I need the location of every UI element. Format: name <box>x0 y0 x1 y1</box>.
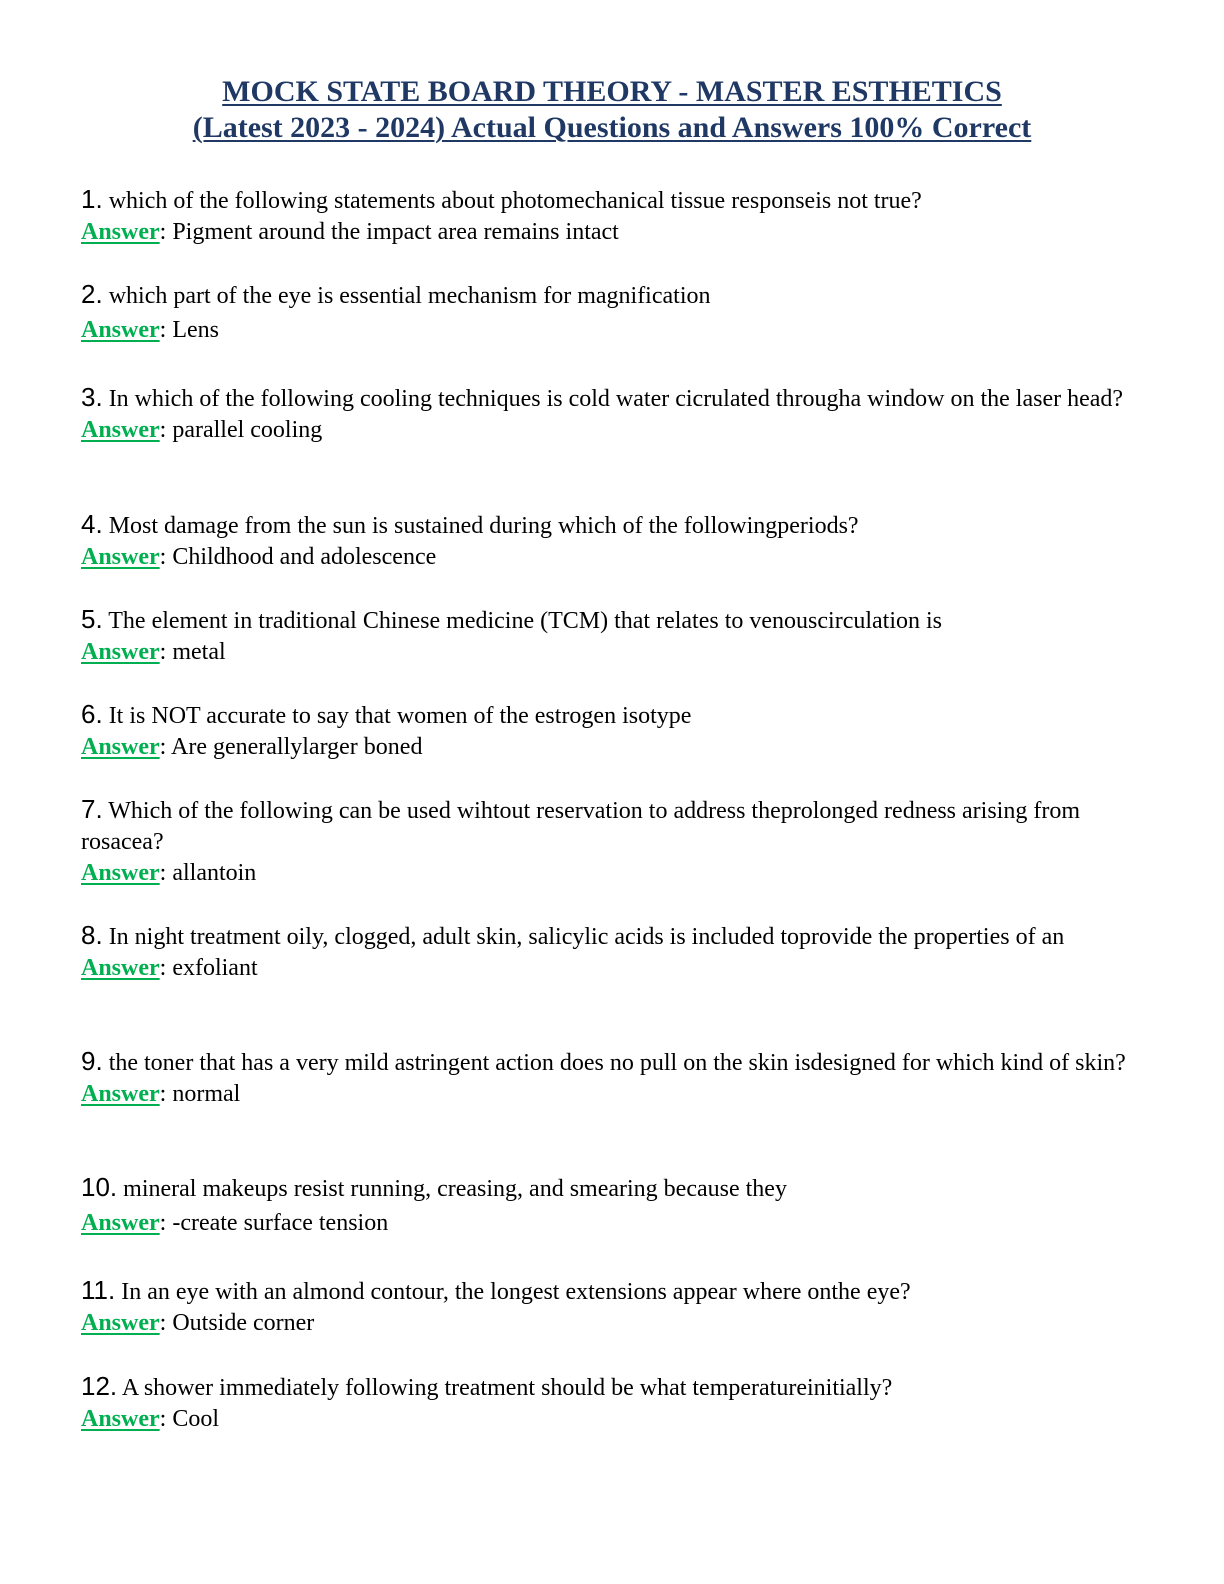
answer-text: : Cool <box>159 1406 219 1432</box>
question-text <box>81 604 1141 637</box>
answer-text: : Pigment around the impact area remains intact <box>159 219 619 245</box>
answer-line <box>81 315 1141 346</box>
question-body: Which of the following can be used wihtout reservation to address theprolonged redness arising from rosacea? <box>81 798 1080 855</box>
answer-line <box>81 637 1141 668</box>
qa-item-9 <box>81 1046 1141 1110</box>
question-number: 11. <box>81 1275 116 1305</box>
answer-text: : metal <box>159 639 226 665</box>
qa-item-6 <box>81 699 1141 763</box>
answer-line <box>81 415 1141 446</box>
answer-text: : normal <box>159 1081 241 1107</box>
answer-line <box>81 1404 1141 1435</box>
answer-line <box>81 217 1141 248</box>
answer-label: Answer <box>81 219 160 245</box>
qa-item-1 <box>81 184 1141 248</box>
question-number: 8. <box>81 920 103 950</box>
qa-item-10 <box>81 1172 1141 1239</box>
answer-line <box>81 858 1141 889</box>
question-text <box>81 184 1141 217</box>
answer-line <box>81 1079 1141 1110</box>
qa-item-4 <box>81 509 1141 573</box>
answer-label: Answer <box>81 1406 160 1432</box>
answer-text: : parallel cooling <box>159 417 323 443</box>
answer-text: : Childhood and adolescence <box>159 544 437 570</box>
document-title-line-1: MOCK STATE BOARD THEORY - MASTER ESTHETICS <box>222 75 1002 108</box>
question-number: 9. <box>81 1046 103 1076</box>
question-number: 12. <box>81 1371 118 1401</box>
question-body: In an eye with an almond contour, the longest extensions appear where onthe eye? <box>115 1279 911 1305</box>
question-text <box>81 1172 1141 1205</box>
qa-item-11 <box>81 1275 1141 1339</box>
document-title-line-2: (Latest 2023 - 2024) Actual Questions and Answers 100% Correct <box>192 111 1032 144</box>
question-body: mineral makeups resist running, creasing, and smearing because they <box>117 1176 787 1202</box>
answer-label: Answer <box>81 734 160 760</box>
answer-text: : Are generallylarger boned <box>159 734 423 760</box>
answer-label: Answer <box>81 417 160 443</box>
question-number: 6. <box>81 699 103 729</box>
question-body: which of the following statements about photomechanical tissue responseis not true? <box>102 188 922 214</box>
question-number: 2. <box>81 279 103 309</box>
question-body: The element in traditional Chinese medicine (TCM) that relates to venouscirculation is <box>102 608 943 634</box>
qa-item-3 <box>81 382 1141 446</box>
question-body: A shower immediately following treatment should be what temperatureinitially? <box>117 1375 893 1401</box>
answer-line <box>81 953 1141 984</box>
question-body: In which of the following cooling techniques is cold water cicrulated througha window on the laser head? <box>102 386 1124 412</box>
answer-label: Answer <box>81 1310 160 1336</box>
question-text <box>81 920 1141 953</box>
question-number: 10. <box>81 1172 118 1202</box>
question-text <box>81 509 1141 542</box>
answer-label: Answer <box>81 860 160 886</box>
question-number: 3. <box>81 382 103 412</box>
answer-line <box>81 542 1141 573</box>
question-text <box>81 1046 1141 1079</box>
question-text <box>81 1275 1141 1308</box>
question-text <box>81 279 1141 312</box>
answer-text: : Outside corner <box>159 1310 315 1336</box>
question-number: 1. <box>81 184 103 214</box>
answer-line <box>81 1308 1141 1339</box>
answer-text: : exfoliant <box>159 955 258 981</box>
question-text <box>81 1371 1141 1404</box>
question-text <box>81 699 1141 732</box>
answer-line <box>81 732 1141 763</box>
question-number: 4. <box>81 509 103 539</box>
question-text <box>81 794 1141 858</box>
answer-label: Answer <box>81 1081 160 1107</box>
question-body: In night treatment oily, clogged, adult skin, salicylic acids is included toprovide the properties of an <box>102 924 1065 950</box>
answer-text: : -create surface tension <box>159 1210 389 1236</box>
qa-item-2 <box>81 279 1141 346</box>
qa-item-12 <box>81 1371 1141 1435</box>
answer-label: Answer <box>81 317 160 343</box>
question-number: 5. <box>81 604 103 634</box>
qa-item-7 <box>81 794 1141 889</box>
answer-text: : Lens <box>159 317 219 343</box>
answer-label: Answer <box>81 544 160 570</box>
qa-item-8 <box>81 920 1141 984</box>
qa-item-5 <box>81 604 1141 668</box>
question-number: 7. <box>81 794 103 824</box>
answer-label: Answer <box>81 955 160 981</box>
question-body: It is NOT accurate to say that women of the estrogen isotype <box>102 703 692 729</box>
answer-label: Answer <box>81 639 160 665</box>
answer-text: : allantoin <box>159 860 257 886</box>
question-body: the toner that has a very mild astringent action does no pull on the skin isdesigned for which kind of skin? <box>102 1050 1126 1076</box>
question-text <box>81 382 1141 415</box>
answer-line <box>81 1208 1141 1239</box>
question-body: which part of the eye is essential mechanism for magnification <box>102 283 711 309</box>
question-body: Most damage from the sun is sustained during which of the followingperiods? <box>102 513 859 539</box>
answer-label: Answer <box>81 1210 160 1236</box>
